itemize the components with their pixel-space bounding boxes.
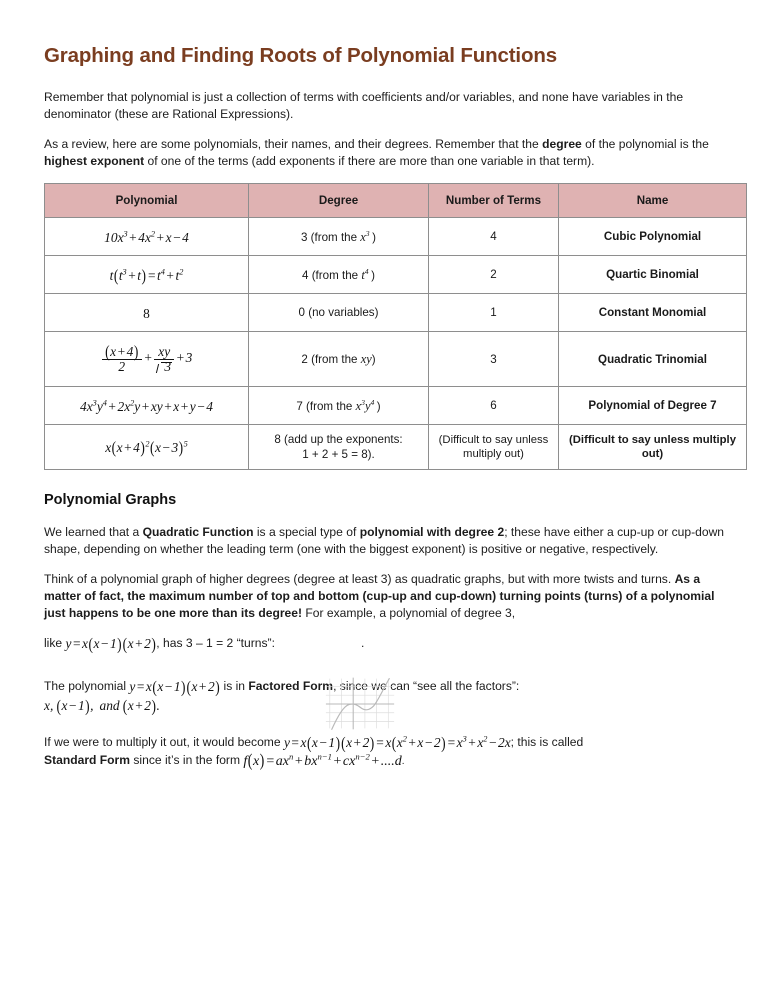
turns-equation: y = x(x − 1)(x + 2) [65, 633, 156, 653]
degree-suffix: ) [371, 353, 376, 367]
cell-degree [249, 294, 429, 332]
column-header-polynomial: Polynomial [45, 184, 249, 218]
graphs-paragraph-1 [44, 524, 734, 558]
cell-degree [249, 425, 429, 470]
section-heading-polynomial-graphs: Polynomial Graphs [44, 492, 177, 509]
math-expression: 8 [143, 305, 150, 321]
degree-prefix: 3 (from the [301, 230, 361, 244]
degree-suffix: ) [372, 230, 376, 244]
intro-paragraph-1-text: Remember that polynomial is just a collection of terms with coefficients and/or variables, and none have variables in the denominator (these are Rational Expressions). [44, 89, 684, 121]
table-header-row [45, 184, 747, 218]
cell-degree [249, 256, 429, 294]
cell-name: Polynomial of Degree 7 [559, 387, 747, 425]
intro-p2-part-c: of the polynomial is the [581, 136, 709, 151]
intro-p2-bold-degree: degree [542, 136, 582, 151]
table-row [45, 425, 747, 470]
table-row [45, 387, 747, 425]
cell-polynomial [45, 294, 249, 332]
column-header-degree: Degree [249, 184, 429, 218]
turns-trailing-period: . [360, 635, 365, 650]
cell-degree [249, 387, 429, 425]
math-expression: $10x^3 + 4x^2 + x - 4$ [104, 229, 189, 245]
graphs-p1-part-c: is a special type of [253, 524, 360, 539]
degree-suffix: ) [371, 268, 375, 282]
degree-math: xy [360, 352, 372, 367]
cubic-graph-thumbnail [322, 672, 402, 732]
factored-factors-list: x, (x − 1), and (x + 2). [44, 695, 160, 715]
graphs-p1-part-e: ; these have either a cup-up or cup-down shape, depending on whether the leading term (one with the biggest exponent) is positive or negative, respectively. [44, 524, 725, 556]
degree-prefix: 2 (from the [301, 353, 361, 367]
degree-prefix: 8 (add up the exponents: [274, 433, 403, 447]
degree-prefix: 7 (from the [296, 399, 356, 413]
cell-number-of-terms: 4 [429, 218, 559, 256]
intro-p2-part-e: of one of the terms (add exponents if there are more than one variable in that term). [144, 154, 595, 169]
standard-form-paragraph [44, 733, 734, 772]
intro-paragraph-1 [44, 89, 734, 123]
cell-name: Quartic Binomial [559, 256, 747, 294]
graphs-paragraph-2 [44, 571, 734, 623]
intro-p2-bold-highest-exponent: highest exponent [44, 154, 145, 169]
turns-prefix: like [44, 635, 66, 650]
degree-prefix: 4 (from the [302, 268, 362, 282]
standard-equation: $y = x(x - 1)(x + 2) = x(x^2 + x - 2) = x^3 + x^2 - 2x$ [283, 732, 511, 752]
polynomial-summary-table [44, 183, 747, 470]
standard-part-b: ; this is called [510, 734, 584, 749]
intro-p2-part-a: As a review, here are some polynomials, their names, and their degrees. Remember that the [44, 136, 543, 151]
cell-polynomial [45, 218, 249, 256]
cell-number-of-terms: (Difficult to say unless multiply out) [429, 425, 559, 470]
cell-number-of-terms: 6 [429, 387, 559, 425]
page-title: Graphing and Finding Roots of Polynomial Functions [44, 44, 557, 67]
column-header-name: Name [559, 184, 747, 218]
intro-paragraph-2 [44, 136, 734, 170]
standard-bold-label: Standard Form [44, 752, 131, 767]
table-row [45, 294, 747, 332]
degree-math: $x^3$ [360, 228, 370, 244]
degree-prefix: 0 (no variables) [298, 306, 379, 320]
standard-form-equation: $f(x) = ax^n + bx^{n-1} + cx^{n-2} + ....d$ [243, 750, 402, 771]
cell-name: Constant Monomial [559, 294, 747, 332]
cubic-graph-svg [322, 672, 400, 734]
table-row [45, 218, 747, 256]
standard-part-a: If we were to multiply it out, it would become [44, 734, 284, 749]
math-expression: $4x^3y^4 + 2x^2y$ + xy + x + y − 4 [80, 398, 213, 414]
cell-name: (Difficult to say unless multiply out) [559, 425, 747, 470]
graphs-p2-part-c: For example, a polynomial of degree 3, [302, 606, 516, 621]
degree-suffix: ) [376, 399, 381, 413]
math-expression: $t(t^3 + t) = t^4 + t^2$ [109, 265, 184, 285]
standard-part-c: since it’s in the form [130, 752, 244, 767]
factored-bold-label: Factored Form [248, 678, 334, 693]
factored-part-c: , since we can “see all the factors”: [333, 678, 520, 693]
cell-degree [249, 218, 429, 256]
degree-suffix: 1 + 2 + 5 = 8). [302, 448, 375, 462]
standard-trailing-period: . [401, 755, 405, 767]
cell-number-of-terms: 3 [429, 332, 559, 387]
graphs-p2-part-a: Think of a polynomial graph of higher degrees (degree at least 3) as quadratic graphs, but with more twists and turns. [44, 572, 675, 587]
table-row [45, 256, 747, 294]
cell-polynomial [45, 425, 249, 470]
degree-math: $t^4$ [361, 266, 369, 282]
cell-number-of-terms: 1 [429, 294, 559, 332]
factored-part-b: is in [220, 678, 249, 693]
turns-example-line [44, 634, 746, 664]
graphs-p2-bold-turning-points: As a matter of fact, the maximum number of top and bottom (cup-up and cup-down) turning points (turns) of a polynomial just happens to be one more than its degree! [44, 572, 715, 621]
cell-polynomial [45, 387, 249, 425]
cell-number-of-terms: 2 [429, 256, 559, 294]
cell-degree [249, 332, 429, 387]
graphs-p1-bold-quadratic-function: Quadratic Function [142, 524, 254, 539]
factored-equation: y = x(x − 1)(x + 2) [129, 676, 220, 696]
degree-math: $x^3y^4$ [355, 397, 375, 413]
graphs-p1-part-a: We learned that a [44, 524, 143, 539]
cell-name: Quadratic Trinomial [559, 332, 747, 387]
cell-polynomial [45, 256, 249, 294]
table-row [45, 332, 747, 387]
math-expression: $x(x + 4)^2(x - 3)^5$ [105, 438, 188, 458]
math-expression: $\frac{(x + 4)}{2}$ + $\frac{xy}{3}$ + 3 [101, 350, 193, 365]
graphs-p1-bold-degree-two: polynomial with degree 2 [359, 524, 505, 539]
factored-part-a: The polynomial [44, 678, 130, 693]
cell-polynomial [45, 332, 249, 387]
turns-middle-text: , has 3 – 1 = 2 “turns”: [156, 635, 275, 650]
column-header-number-of-terms: Number of Terms [429, 184, 559, 218]
cell-name: Cubic Polynomial [559, 218, 747, 256]
